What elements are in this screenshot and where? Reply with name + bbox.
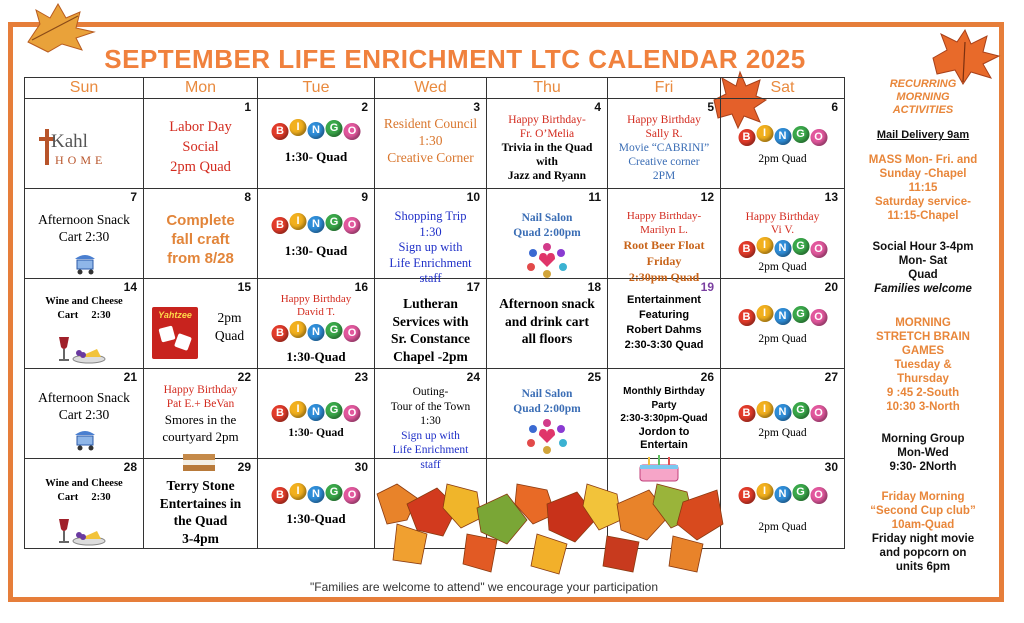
bingo-balls-icon xyxy=(272,213,361,235)
sidebar-line: MORNING xyxy=(896,91,950,103)
event-yahtzee xyxy=(204,309,255,345)
event-line: Quad 2:00pm xyxy=(513,403,581,415)
event-birthday-party xyxy=(610,385,718,453)
event-line: Monthly Birthday xyxy=(623,386,705,397)
bingo-ball: N xyxy=(308,324,325,341)
day-number: 17 xyxy=(466,280,480,294)
weekday-tue: Tue xyxy=(258,78,375,99)
event-line: Movie “CABRINI” xyxy=(618,142,710,154)
event-lutheran-services xyxy=(377,295,484,365)
bingo-ball: B xyxy=(738,129,755,146)
sidebar-second-cup xyxy=(858,490,988,532)
event-bingo-time: 1:30-Quad xyxy=(286,511,346,526)
day-cell-4 xyxy=(487,99,608,189)
week-row xyxy=(25,189,845,279)
event-line: fall craft xyxy=(171,231,230,248)
event-bingo-time: 1:30- Quad xyxy=(284,243,348,258)
day-number: 30 xyxy=(354,460,368,474)
event-line: Cart 2:30 xyxy=(58,229,110,244)
event-bingo-time: 2pm Quad xyxy=(758,427,807,439)
sidebar-line: MASS Mon- Fri. and xyxy=(868,154,978,166)
event-line: Outing- xyxy=(412,386,449,398)
event-snack-cart xyxy=(27,389,141,423)
event-line: 2pm xyxy=(217,310,242,325)
bingo-ball: I xyxy=(756,237,773,254)
event-wine-cheese xyxy=(27,295,141,323)
weekday-wed: Wed xyxy=(375,78,487,99)
bingo-ball: I xyxy=(290,401,307,418)
weekday-sun: Sun xyxy=(25,78,144,99)
sidebar-line: Mon-Wed xyxy=(897,447,949,459)
bingo-balls-icon xyxy=(272,119,361,141)
day-cell-10 xyxy=(375,189,487,285)
event-bingo-time: 2pm Quad xyxy=(758,153,807,165)
event-line: Quad xyxy=(214,328,245,343)
day-number: 5 xyxy=(707,100,714,114)
event-nail-salon xyxy=(489,387,605,417)
day-cell-13 xyxy=(721,189,845,279)
event-line: Entertaines in xyxy=(159,495,242,511)
sidebar-line: 9 :45 2-South xyxy=(886,387,960,399)
day-cell-19 xyxy=(608,279,721,369)
event-line: staff xyxy=(420,458,441,471)
event-line: Lutheran xyxy=(403,296,458,311)
day-cell-30-sat xyxy=(721,459,845,549)
bingo-ball: B xyxy=(272,217,289,234)
day-cell-22 xyxy=(144,369,258,459)
weekday-mon: Mon xyxy=(144,78,258,99)
birthday-vi xyxy=(723,211,842,237)
sidebar-line: Morning Group xyxy=(881,433,965,445)
event-line: Life Enrichment xyxy=(392,444,469,456)
event-bingo-time: 1:30- Quad xyxy=(284,149,348,164)
day-cell-1 xyxy=(144,99,258,189)
bingo-ball: G xyxy=(326,120,343,137)
event-line: Cart 2:30 xyxy=(57,310,111,321)
calendar-grid xyxy=(24,77,845,549)
bingo-ball: N xyxy=(308,216,325,233)
bingo-ball: N xyxy=(308,404,325,421)
day-number: 27 xyxy=(824,370,838,384)
sidebar-line: ACTIVITIES xyxy=(892,104,954,116)
day-cell-5 xyxy=(608,99,721,189)
bingo-ball: B xyxy=(272,405,289,422)
bingo-ball: B xyxy=(272,487,289,504)
event-line: courtyard 2pm xyxy=(162,429,239,444)
sidebar-line: “Second Cup club” xyxy=(870,505,976,517)
event-line: 1:30 xyxy=(419,224,442,239)
sidebar-line: Friday Morning xyxy=(881,491,965,503)
bingo-ball: I xyxy=(290,321,307,338)
sidebar-line: 10am-Quad xyxy=(891,519,955,531)
day-number: 10 xyxy=(466,190,480,204)
week-row xyxy=(25,279,845,369)
bingo-balls-icon xyxy=(738,483,827,505)
event-terry-stone xyxy=(146,477,255,547)
event-line: Jazz and Ryann xyxy=(507,170,587,182)
event-bingo-time: 1:30-Quad xyxy=(286,349,346,364)
weekday-thu: Thu xyxy=(487,78,608,99)
sidebar-line: Mon- Sat xyxy=(898,255,948,267)
event-line: Shopping Trip xyxy=(394,209,467,223)
weekday-header-row xyxy=(25,78,845,99)
week-row xyxy=(25,369,845,459)
event-line: Social xyxy=(182,139,219,155)
event-snack-drink-cart xyxy=(489,295,605,348)
event-trivia xyxy=(489,113,605,183)
bingo-ball: N xyxy=(774,404,791,421)
event-line: Entertainment xyxy=(627,294,701,306)
bingo-ball: O xyxy=(810,241,827,258)
birthday-line: Happy Birthday xyxy=(745,211,820,223)
logo-home: HOME xyxy=(55,153,107,167)
day-number: 21 xyxy=(123,370,137,384)
day-number: 19 xyxy=(700,280,714,294)
event-line: Tour of the Town xyxy=(390,400,471,413)
day-cell-11 xyxy=(487,189,608,279)
event-line: Complete xyxy=(166,212,235,229)
kahl-home-logo xyxy=(37,127,127,173)
sidebar-mass xyxy=(858,153,988,223)
bingo-ball: N xyxy=(774,308,791,325)
bingo-balls-icon xyxy=(738,305,827,327)
birthday-name: Vi V. xyxy=(770,224,795,236)
bingo-balls-icon xyxy=(738,125,827,147)
birthday-name: David T. xyxy=(296,306,336,318)
day-cell-23 xyxy=(258,369,375,459)
event-line: Party xyxy=(651,399,677,411)
event-line: 1:30 xyxy=(418,133,443,148)
event-line: Cart 2:30 xyxy=(57,492,111,503)
sidebar-line: units 6pm xyxy=(895,561,951,573)
day-cell-6 xyxy=(721,99,845,189)
day-number: 6 xyxy=(831,100,838,114)
event-line: Afternoon Snack xyxy=(38,212,130,227)
sidebar-mail: Mail Delivery 9am xyxy=(876,129,970,141)
bingo-ball: O xyxy=(344,487,361,504)
bingo-balls-icon xyxy=(272,321,361,343)
day-number: 18 xyxy=(587,280,601,294)
sidebar-social-hour xyxy=(858,240,988,296)
day-number: 28 xyxy=(123,460,137,474)
birthday-line: Happy Birthday- xyxy=(508,114,586,126)
day-cell-sun-blank xyxy=(25,99,144,189)
day-cell-24 xyxy=(375,369,487,471)
bingo-ball: N xyxy=(774,128,791,145)
event-line: Life Enrichment xyxy=(389,255,472,270)
event-movie xyxy=(610,113,718,183)
birthday-name: Sally R. xyxy=(645,128,683,140)
event-line: 3-4pm xyxy=(182,530,219,546)
sidebar-line: MORNING xyxy=(895,317,951,329)
event-line: and drink cart xyxy=(504,313,589,329)
bingo-ball: O xyxy=(344,325,361,342)
event-bingo-time: 2pm Quad xyxy=(758,521,807,533)
event-line: Cart 2:30 xyxy=(58,407,110,422)
day-cell-8 xyxy=(144,189,258,279)
bingo-ball: O xyxy=(810,309,827,326)
day-cell-29 xyxy=(144,459,258,549)
event-line: Smores in the xyxy=(164,412,237,427)
bingo-ball: O xyxy=(810,405,827,422)
bingo-ball: G xyxy=(792,402,809,419)
bingo-ball: B xyxy=(272,325,289,342)
sidebar-line: Quad xyxy=(908,269,938,281)
nail-polish-icon xyxy=(525,241,569,279)
event-line: Terry Stone xyxy=(166,478,235,493)
weekday-fri: Fri xyxy=(608,78,721,99)
event-line: the Quad xyxy=(173,513,228,528)
event-line: 2pm Quad xyxy=(170,159,231,175)
event-line: staff xyxy=(419,271,442,285)
event-root-beer-float xyxy=(610,209,718,285)
event-line: Entertain xyxy=(640,439,688,451)
sidebar-line: Friday night movie xyxy=(871,533,975,545)
day-number: 14 xyxy=(123,280,137,294)
event-line: 1:30 xyxy=(420,415,441,427)
calendar-title: SEPTEMBER LIFE ENRICHMENT LTC CALENDAR 2025 xyxy=(104,44,806,74)
event-bingo-time: 2pm Quad xyxy=(758,261,807,273)
sidebar-line: Families welcome xyxy=(874,283,972,295)
event-line: 2PM xyxy=(652,170,676,182)
sidebar-stretch-games xyxy=(858,316,988,414)
sidebar-line: 9:30- 2North xyxy=(889,461,957,473)
bingo-ball: I xyxy=(290,483,307,500)
bingo-ball: O xyxy=(344,123,361,140)
sidebar-line: 11:15 xyxy=(908,182,938,194)
event-line: Wine and Cheese xyxy=(45,478,123,489)
day-number: 9 xyxy=(361,190,368,204)
event-line: Friday xyxy=(646,254,682,268)
event-line: with xyxy=(536,156,558,168)
day-number: 15 xyxy=(237,280,251,294)
autumn-leaves-border-icon xyxy=(377,484,723,574)
event-line: 2:30pm Quad xyxy=(628,270,700,284)
birthday-name: Pat E.+ BeVan xyxy=(166,398,235,410)
sidebar-line: Social Hour 3-4pm xyxy=(872,241,974,253)
bingo-ball: I xyxy=(756,125,773,142)
sidebar-line: STRETCH BRAIN xyxy=(876,331,970,343)
bingo-ball: B xyxy=(738,241,755,258)
day-number: 30 xyxy=(824,460,838,474)
event-line: from 8/28 xyxy=(167,250,234,267)
day-number: 22 xyxy=(237,370,251,384)
event-line: Afternoon snack xyxy=(499,296,595,311)
day-cell-15 xyxy=(144,279,258,369)
birthday-line: Happy Birthday xyxy=(280,293,352,305)
event-line: Root Beer Float xyxy=(623,238,705,252)
event-line: Trivia in the Quad xyxy=(501,142,593,154)
bingo-ball: B xyxy=(738,487,755,504)
birthday-name: Fr. O’Melia xyxy=(519,128,575,140)
event-line: Resident Council xyxy=(383,116,478,131)
snack-cart-icon xyxy=(72,251,98,275)
weekday-sat: Sat xyxy=(721,78,845,99)
bingo-ball: O xyxy=(344,217,361,234)
bingo-ball: G xyxy=(326,214,343,231)
day-cell-25 xyxy=(487,369,608,459)
bingo-ball: O xyxy=(810,487,827,504)
event-resident-council xyxy=(377,115,484,166)
sidebar-movie-night xyxy=(858,532,988,574)
bingo-ball: O xyxy=(810,129,827,146)
event-line: Creative corner xyxy=(628,156,700,168)
bingo-ball: N xyxy=(774,486,791,503)
snack-cart-icon xyxy=(72,427,98,451)
day-cell-14 xyxy=(25,279,144,369)
event-line: Nail Salon xyxy=(521,388,573,400)
day-number: 12 xyxy=(700,190,714,204)
yahtzee-box-icon xyxy=(152,307,198,359)
day-number: 11 xyxy=(588,190,601,204)
event-line: Afternoon Snack xyxy=(38,390,130,405)
day-cell-16 xyxy=(258,279,375,369)
bingo-ball: N xyxy=(308,486,325,503)
day-cell-7 xyxy=(25,189,144,279)
bingo-ball: B xyxy=(272,123,289,140)
day-number: 25 xyxy=(587,370,601,384)
day-cell-26 xyxy=(608,369,721,459)
bingo-ball: G xyxy=(326,322,343,339)
bingo-balls-icon xyxy=(738,237,827,259)
event-line: 2:30-3:30pm-Quad xyxy=(620,413,708,424)
bingo-ball: B xyxy=(738,405,755,422)
bingo-ball: G xyxy=(326,484,343,501)
day-cell-27 xyxy=(721,369,845,459)
day-cell-21 xyxy=(25,369,144,459)
event-fall-craft xyxy=(146,211,255,268)
event-bingo-time: 2pm Quad xyxy=(758,333,807,345)
day-number: 13 xyxy=(824,190,838,204)
event-line: Creative Corner xyxy=(387,150,474,165)
bingo-balls-icon xyxy=(738,401,827,423)
event-nail-salon xyxy=(489,211,605,241)
bingo-ball: G xyxy=(792,484,809,501)
nail-polish-icon xyxy=(525,417,569,455)
event-line: Jordon to xyxy=(638,425,690,438)
bingo-ball: N xyxy=(308,122,325,139)
event-line: Wine and Cheese xyxy=(45,296,123,307)
birthday-line: Happy Birthday xyxy=(627,114,701,126)
birthday-name: Marilyn L. xyxy=(640,224,688,236)
day-cell-9 xyxy=(258,189,375,279)
day-cell-28 xyxy=(25,459,144,549)
event-line: Quad 2:00pm xyxy=(513,227,581,239)
bingo-ball: B xyxy=(738,309,755,326)
event-line: 2:30-3:30 Quad xyxy=(624,339,704,351)
event-line: Featuring xyxy=(638,309,690,321)
day-cell-3 xyxy=(375,99,487,189)
event-line: Sr. Constance xyxy=(390,331,470,346)
bingo-ball: O xyxy=(344,405,361,422)
birthday-line: Happy Birthday xyxy=(163,384,238,396)
footer-note: "Families are welcome to attend" we encourage your participation xyxy=(309,580,659,594)
sidebar-line: Thursday xyxy=(897,373,949,385)
day-number: 4 xyxy=(594,100,601,114)
sidebar-line: 11:15-Chapel xyxy=(887,210,959,222)
sidebar-line: Saturday service- xyxy=(875,196,971,208)
sidebar-line: GAMES xyxy=(901,345,945,357)
event-snack-cart xyxy=(27,211,141,245)
day-cell-20 xyxy=(721,279,845,369)
event-line: Robert Dahms xyxy=(626,324,702,336)
sidebar-line: 10:30 3-North xyxy=(886,401,960,413)
sidebar-morning-group xyxy=(858,432,988,474)
bingo-ball: I xyxy=(756,305,773,322)
bingo-ball: G xyxy=(792,306,809,323)
event-wine-cheese xyxy=(27,477,141,505)
bingo-ball: G xyxy=(792,126,809,143)
event-line: Chapel -2pm xyxy=(393,348,468,364)
wine-cheese-icon xyxy=(55,335,107,365)
sidebar-line: Sunday -Chapel xyxy=(879,168,967,180)
bingo-ball: N xyxy=(774,240,791,257)
day-number: 8 xyxy=(244,190,251,204)
event-line: all floors xyxy=(521,331,573,346)
day-number: 3 xyxy=(473,100,480,114)
day-number: 23 xyxy=(354,370,368,384)
week-row xyxy=(25,99,845,189)
sidebar-line: RECURRING xyxy=(889,78,957,90)
event-line: Nail Salon xyxy=(521,212,573,224)
day-number: 20 xyxy=(824,280,838,294)
day-number: 26 xyxy=(700,370,714,384)
day-cell-12 xyxy=(608,189,721,284)
bingo-ball: G xyxy=(326,402,343,419)
event-line: Labor Day xyxy=(169,119,232,135)
logo-kahl: Kahl xyxy=(51,131,88,152)
event-labor-day xyxy=(146,117,255,177)
bingo-ball: G xyxy=(792,238,809,255)
event-shopping-trip xyxy=(377,209,484,287)
bingo-ball: I xyxy=(756,401,773,418)
event-line: Sign up with xyxy=(398,240,463,254)
day-number: 7 xyxy=(130,190,137,204)
day-cell-18 xyxy=(487,279,608,369)
sidebar-line: Tuesday & xyxy=(894,359,952,371)
day-number: 16 xyxy=(354,280,368,294)
sidebar-line: and popcorn on xyxy=(879,547,967,559)
bingo-ball: I xyxy=(756,483,773,500)
bingo-ball: I xyxy=(290,119,307,136)
sidebar-heading xyxy=(858,78,988,117)
day-number: 1 xyxy=(244,100,251,114)
event-smores xyxy=(146,383,255,445)
event-entertainment-robert xyxy=(610,293,718,353)
day-cell-17 xyxy=(375,279,487,369)
day-number: 24 xyxy=(466,370,480,384)
wine-cheese-icon xyxy=(55,517,107,547)
event-bingo-time: 1:30- Quad xyxy=(288,427,344,439)
birthday-line: Happy Birthday- xyxy=(626,210,702,222)
bingo-balls-icon xyxy=(272,401,361,423)
event-line: Services with xyxy=(392,313,469,329)
yahtzee-label: Yahtzee xyxy=(158,310,192,320)
day-cell-2 xyxy=(258,99,375,189)
event-line: Sign up with xyxy=(401,429,460,442)
birthday-david xyxy=(260,293,372,319)
day-number: 29 xyxy=(237,460,251,474)
bingo-balls-icon xyxy=(272,483,361,505)
day-number: 2 xyxy=(361,100,368,114)
bingo-ball: I xyxy=(290,213,307,230)
day-cell-30 xyxy=(258,459,375,549)
